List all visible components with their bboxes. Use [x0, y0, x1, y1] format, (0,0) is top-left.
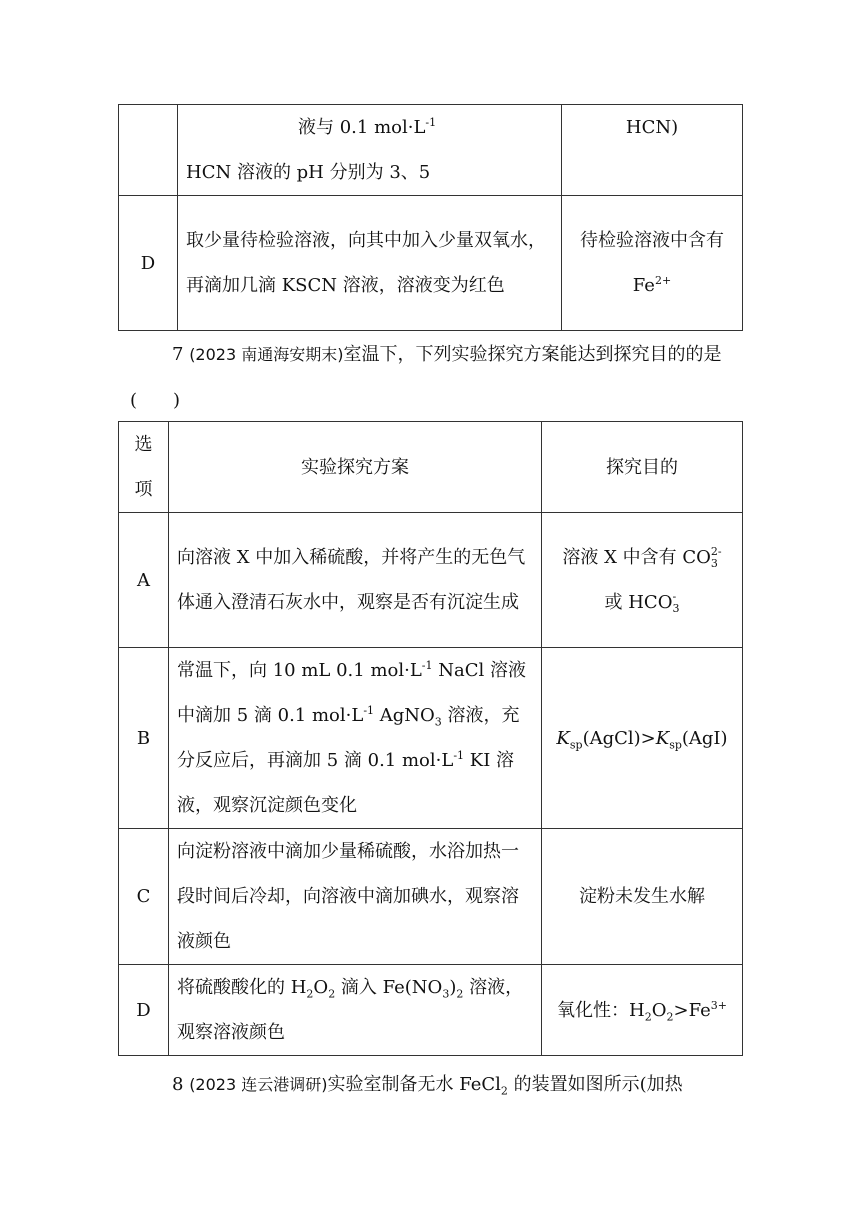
conclusion-cell: HCN): [562, 105, 743, 196]
table-row: [119, 648, 743, 829]
table-row: [119, 196, 743, 331]
plan-cell: [178, 105, 562, 196]
plan-cell: 向淀粉溶液中滴加少量稀硫酸，水浴加热一段时间后冷却，向溶液中滴加碘水，观察溶液颜色: [169, 829, 542, 965]
table-header-row: [119, 422, 743, 513]
table-row: [119, 829, 743, 965]
conclusion-cell: 待检验溶液中含有 $Fe^{2+}$: [562, 196, 743, 331]
header-option: 选项: [119, 422, 169, 513]
option-cell: A: [119, 513, 169, 648]
table-row: [119, 105, 743, 196]
question-8-stem: 8 (2023 连云港调研)实验室制备无水 FeCl$_2$ 的装置如图所示(加热: [172, 1074, 683, 1098]
purpose-cell: 氧化性：$H_2O_2>Fe^{3+}$: [542, 965, 743, 1056]
plan-cell: 取少量待检验溶液，向其中加入少量双氧水，再滴加几滴 KSCN 溶液，溶液变为红色: [178, 196, 562, 331]
purpose-cell: 溶液 X 中含有 CO 2- 3 或 HCO - 3: [542, 513, 743, 648]
plan-line-1: 液与 0.1 $mol\cdot L^{-1}$: [298, 116, 437, 138]
previous-question-table: [118, 104, 743, 331]
option-cell: D: [119, 196, 178, 331]
table-row: [119, 965, 743, 1056]
question-7-table: [118, 421, 743, 1056]
purpose-cell: 淀粉未发生水解: [542, 829, 743, 965]
plan-cell: 向溶液 X 中加入稀硫酸，并将产生的无色气体通入澄清石灰水中，观察是否有沉淀生成: [169, 513, 542, 648]
header-purpose: 探究目的: [542, 422, 743, 513]
table-row: [119, 513, 743, 648]
plan-cell: 常温下，向 10 mL 0.1 $mol\cdot L^{-1}$ NaCl 溶液中滴加 5 滴 0.1 $mol\cdot L^{-1}$ AgNO$_3$ 溶液，充分反应后，再滴加 5 滴 0.1 $mol\cdot L^{-1}$ KI 溶液，观察沉淀颜色变化: [169, 648, 542, 829]
option-cell: B: [119, 648, 169, 829]
header-plan: 实验探究方案: [169, 422, 542, 513]
plan-cell: 将硫酸酸化的 $H_2O_2$ 滴入 $Fe(NO_3)_2$ 溶液，观察溶液颜色: [169, 965, 542, 1056]
option-cell: C: [119, 829, 169, 965]
option-cell: D: [119, 965, 169, 1056]
option-cell: [119, 105, 178, 196]
question-7-stem: 7 (2023 南通海安期末)室温下，下列实验探究方案能达到探究目的的是( ): [130, 344, 722, 411]
purpose-cell: $K_{sp}(AgCl)>K_{sp}(AgI)$: [542, 648, 743, 829]
plan-line-2: HCN 溶液的 pH 分别为 3、5: [186, 162, 431, 183]
